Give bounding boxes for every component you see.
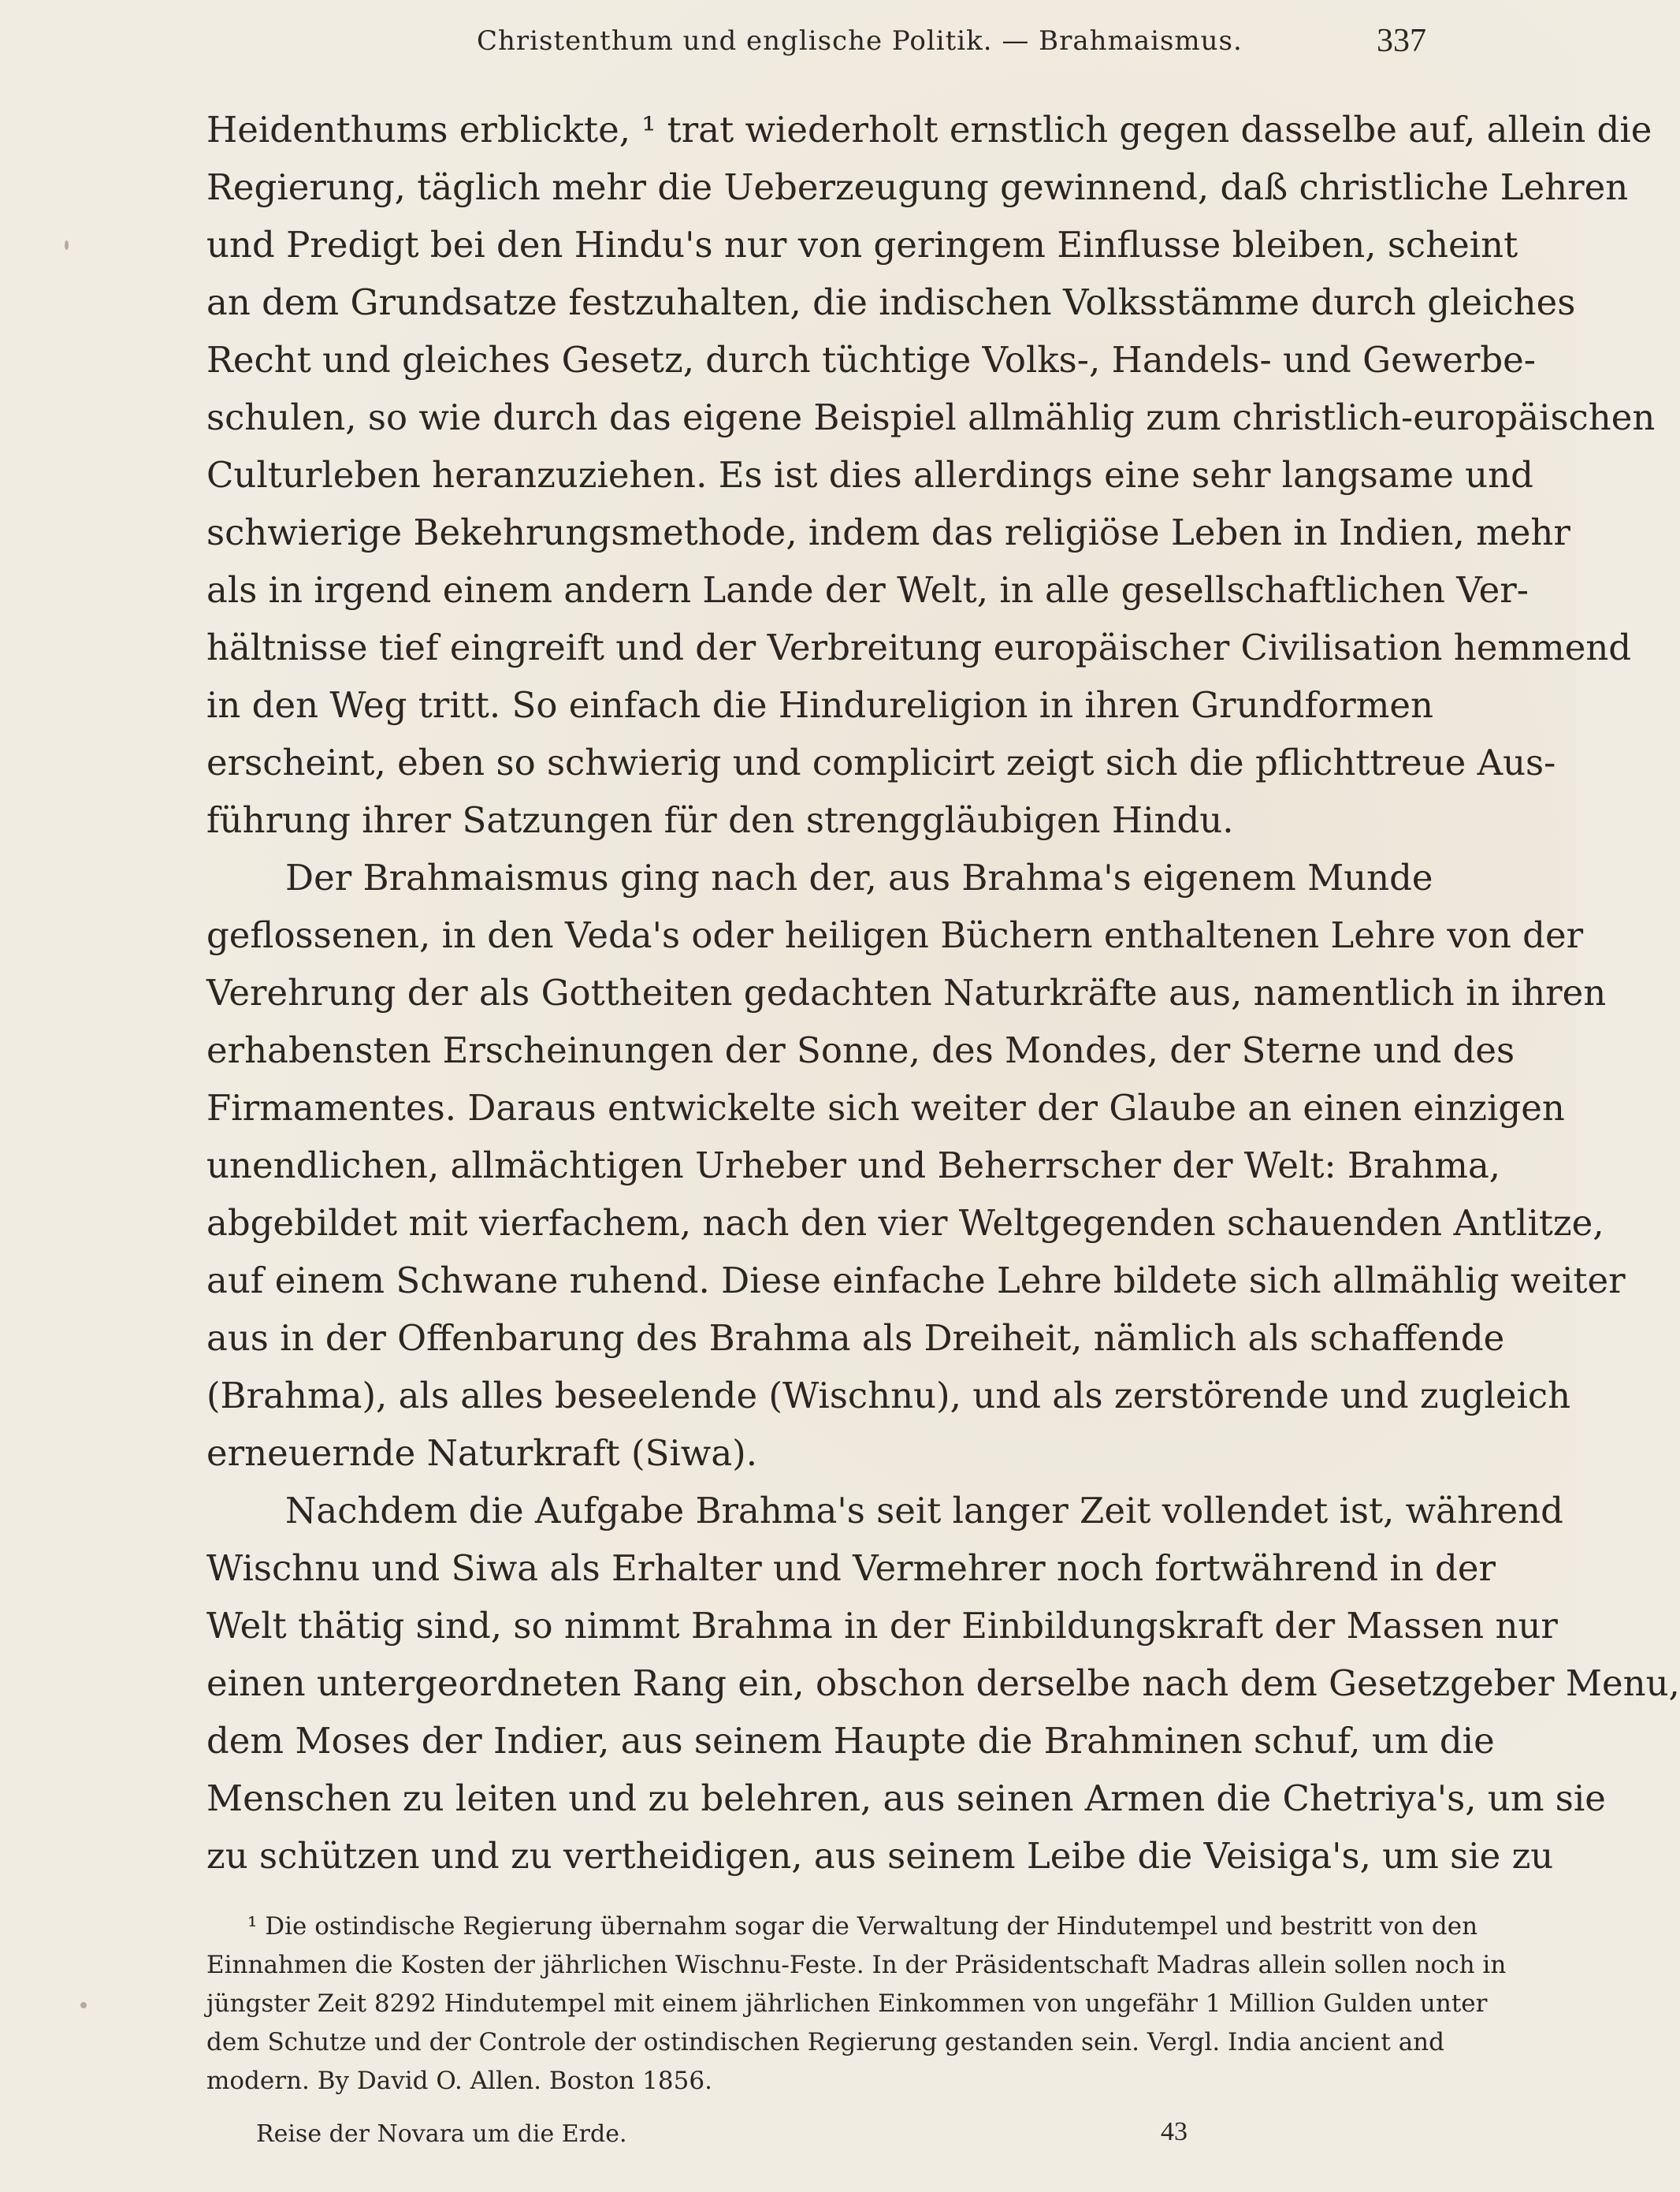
- paragraph-start: Der Brahmaismus ging nach der, aus Brahma's eigenem Munde: [285, 857, 1433, 899]
- text-line: aus in der Offenbarung des Brahma als Dreiheit, nämlich als schaffende: [206, 1317, 1505, 1359]
- text-line: schwierige Bekehrungsmethode, indem das religiöse Leben in Indien, mehr: [206, 512, 1570, 553]
- text-line: erhabensten Erscheinungen der Sonne, des Mondes, der Sterne und des: [206, 1029, 1515, 1071]
- footnotes: [206, 1907, 1507, 2101]
- sheet-signature-mark: 43: [1161, 2117, 1188, 2146]
- footnote-line: dem Schutze und der Controle der ostindischen Regierung gestanden sein. Vergl. India ancient and: [206, 2028, 1444, 2056]
- text-line: führung ihrer Satzungen für den strenggläubigen Hindu.: [206, 799, 1234, 841]
- footnote-line: ¹ Die ostindische Regierung übernahm sogar die Verwaltung der Hindutempel und bestritt von den: [247, 1912, 1478, 1941]
- text-line: Heidenthums erblickte, ¹ trat wiederholt ernstlich gegen dasselbe auf, allein die: [206, 109, 1652, 151]
- text-line: schulen, so wie durch das eigene Beispiel allmählig zum christlich-europäischen: [206, 396, 1656, 438]
- text-line: Culturleben heranzuziehen. Es ist dies allerdings eine sehr langsame und: [206, 454, 1533, 496]
- text-line: hältnisse tief eingreift und der Verbreitung europäischer Civilisation hemmend: [206, 627, 1632, 668]
- paper-speck: [80, 2002, 87, 2008]
- footnote-line: modern. By David O. Allen. Boston 1856.: [206, 2067, 712, 2095]
- text-line: zu schützen und zu vertheidigen, aus seinem Leibe die Veisiga's, um sie zu: [206, 1835, 1554, 1877]
- text-line: Firmamentes. Daraus entwickelte sich weiter der Glaube an einen einzigen: [206, 1087, 1565, 1129]
- text-line: einen untergeordneten Rang ein, obschon derselbe nach dem Gesetzgeber Menu,: [206, 1662, 1680, 1704]
- paragraph-start: Nachdem die Aufgabe Brahma's seit langer Zeit vollendet ist, während: [285, 1490, 1563, 1531]
- text-line: geflossenen, in den Veda's oder heiligen Büchern enthaltenen Lehre von der: [206, 914, 1584, 956]
- text-line: an dem Grundsatze festzuhalten, die indischen Volksstämme durch gleiches: [206, 281, 1576, 323]
- text-line: Wischnu und Siwa als Erhalter und Vermehrer noch fortwährend in der: [206, 1547, 1496, 1589]
- text-line: Welt thätig sind, so nimmt Brahma in der Einbildungskraft der Massen nur: [206, 1605, 1558, 1647]
- text-line: erneuernde Naturkraft (Siwa).: [206, 1432, 758, 1474]
- text-line: Regierung, täglich mehr die Ueberzeugung gewinnend, daß christliche Lehren: [206, 166, 1629, 208]
- text-line: und Predigt bei den Hindu's nur von geringem Einflusse bleiben, scheint: [206, 224, 1518, 266]
- text-line: unendlichen, allmächtigen Urheber und Beherrscher der Welt: Brahma,: [206, 1144, 1501, 1186]
- text-line: abgebildet mit vierfachem, nach den vier Weltgegenden schauenden Antlitze,: [206, 1202, 1604, 1244]
- footnote-line: Einnahmen die Kosten der jährlichen Wischnu-Feste. In der Präsidentschaft Madras allein sollen noch in: [206, 1951, 1507, 1979]
- page-number: 337: [1377, 23, 1426, 59]
- text-line: in den Weg tritt. So einfach die Hindureligion in ihren Grundformen: [206, 684, 1433, 726]
- body-text: [206, 101, 1680, 1885]
- text-line: dem Moses der Indier, aus seinem Haupte die Brahminen schuf, um die: [206, 1720, 1495, 1762]
- page-footer: [256, 2117, 1280, 2160]
- running-head: [205, 22, 1434, 77]
- text-line: Verehrung der als Gottheiten gedachten Naturkräfte aus, namentlich in ihren: [206, 972, 1607, 1014]
- text-line: als in irgend einem andern Lande der Welt, in alle gesellschaftlichen Ver-: [206, 569, 1529, 611]
- running-title: Christenthum und englische Politik. — Brahmaismus.: [477, 25, 1243, 57]
- footnote-line: jüngster Zeit 8292 Hindutempel mit einem jährlichen Einkommen von ungefähr 1 Million Gulden unter: [206, 1989, 1488, 2018]
- text-line: erscheint, eben so schwierig und complicirt zeigt sich die pflichttreue Aus-: [206, 742, 1556, 783]
- text-line: auf einem Schwane ruhend. Diese einfache Lehre bildete sich allmählig weiter: [206, 1260, 1626, 1301]
- text-line: Menschen zu leiten und zu belehren, aus seinen Armen die Chetriya's, um sie: [206, 1777, 1606, 1819]
- paper-speck: [65, 240, 69, 250]
- text-line: (Brahma), als alles beseelende (Wischnu), und als zerstörende und zugleich: [206, 1375, 1571, 1416]
- signature-line: Reise der Novara um die Erde.: [256, 2120, 627, 2148]
- text-line: Recht und gleiches Gesetz, durch tüchtige Volks-, Handels- und Gewerbe-: [206, 339, 1537, 381]
